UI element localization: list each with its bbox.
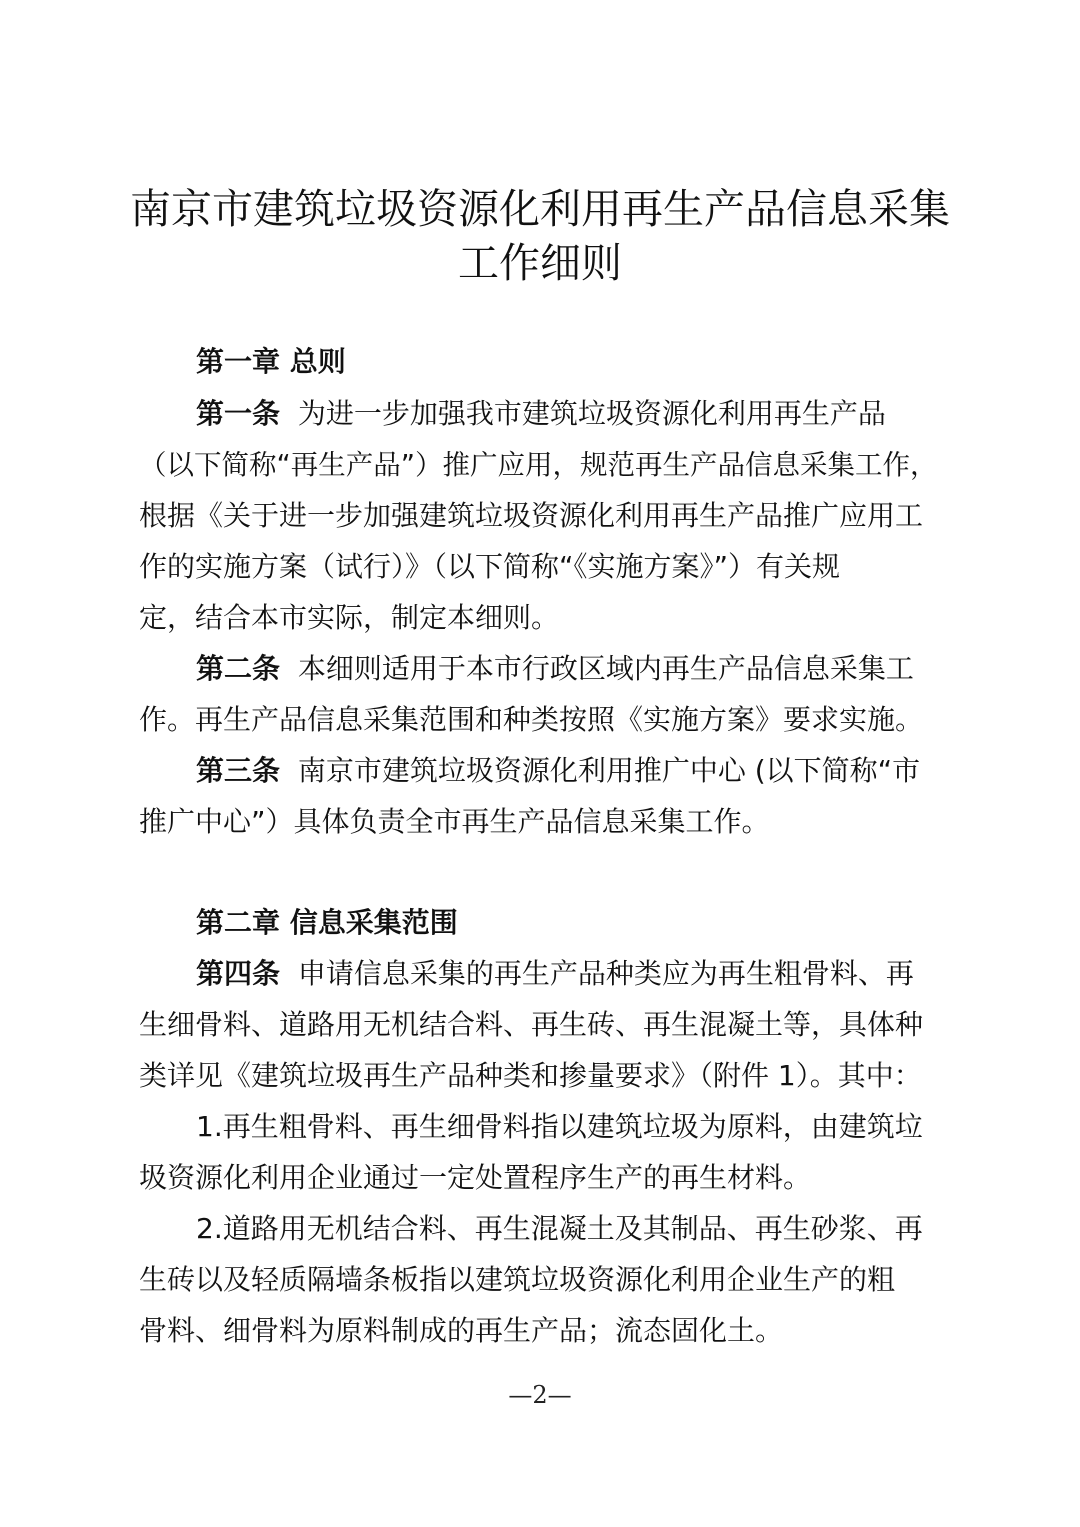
article-3-text-1: 南京市建筑垃圾资源化利用推广中心 (以下简称“市: [297, 754, 921, 787]
article-1-line-4: 作的实施方案（试行）》（以下简称“《实施方案》”）有关规: [139, 550, 841, 583]
article-4-line-3: 类详见《建筑垃圾再生产品种类和掺量要求》（附件 1）。其中：: [139, 1059, 922, 1092]
article-1-line-5: 定，结合本市实际，制定本细则。: [139, 601, 560, 634]
article-2-line-2: 作。再生产品信息采集范围和种类按照《实施方案》要求实施。: [139, 703, 924, 736]
document-title-line-2: 工作细则: [458, 239, 622, 287]
article-1-line-1: [196, 394, 949, 434]
article-4-text-1: 申请信息采集的再生产品种类应为再生粗骨料、再: [297, 957, 914, 990]
chapter-2-heading: 第二章 信息采集范围: [196, 906, 458, 939]
article-3-line-1: [196, 751, 949, 791]
item-2-line-1: 2.道路用无机结合料、再生混凝土及其制品、再生砂浆、再: [196, 1212, 923, 1245]
page-number: —2—: [508, 1381, 572, 1409]
item-1-line-1: 1.再生粗骨料、再生细骨料指以建筑垃圾为原料，由建筑垃: [196, 1110, 923, 1143]
item-2-line-3: 骨料、细骨料为原料制成的再生产品；流态固化土。: [139, 1314, 784, 1347]
article-4-label: 第四条: [196, 957, 281, 990]
article-3-label: 第三条: [196, 754, 281, 787]
article-1-text-1: 为进一步加强我市建筑垃圾资源化利用再生产品: [297, 397, 886, 430]
item-2-line-2: 生砖以及轻质隔墙条板指以建筑垃圾资源化利用企业生产的粗: [139, 1263, 896, 1296]
document-title-line-1: 南京市建筑垃圾资源化利用再生产品信息采集: [130, 185, 950, 233]
item-1-line-2: 圾资源化利用企业通过一定处置程序生产的再生材料。: [139, 1161, 812, 1194]
chapter-1-heading: 第一章 总则: [196, 345, 346, 378]
article-4-line-2: 生细骨料、道路用无机结合料、再生砖、再生混凝土等，具体种: [139, 1008, 924, 1041]
article-2-label: 第二条: [196, 652, 281, 685]
article-3-line-2: 推广中心”）具体负责全市再生产品信息采集工作。: [139, 805, 770, 838]
article-2-line-1: [196, 649, 949, 689]
article-1-line-2: （以下简称“再生产品”）推广应用，规范再生产品信息采集工作，: [139, 449, 938, 481]
article-4-line-1: [196, 954, 949, 994]
article-1-line-3: 根据《关于进一步加强建筑垃圾资源化利用再生产品推广应用工: [139, 499, 924, 532]
article-2-text-1: 本细则适用于本市行政区域内再生产品信息采集工: [297, 652, 914, 685]
article-1-label: 第一条: [196, 397, 281, 430]
